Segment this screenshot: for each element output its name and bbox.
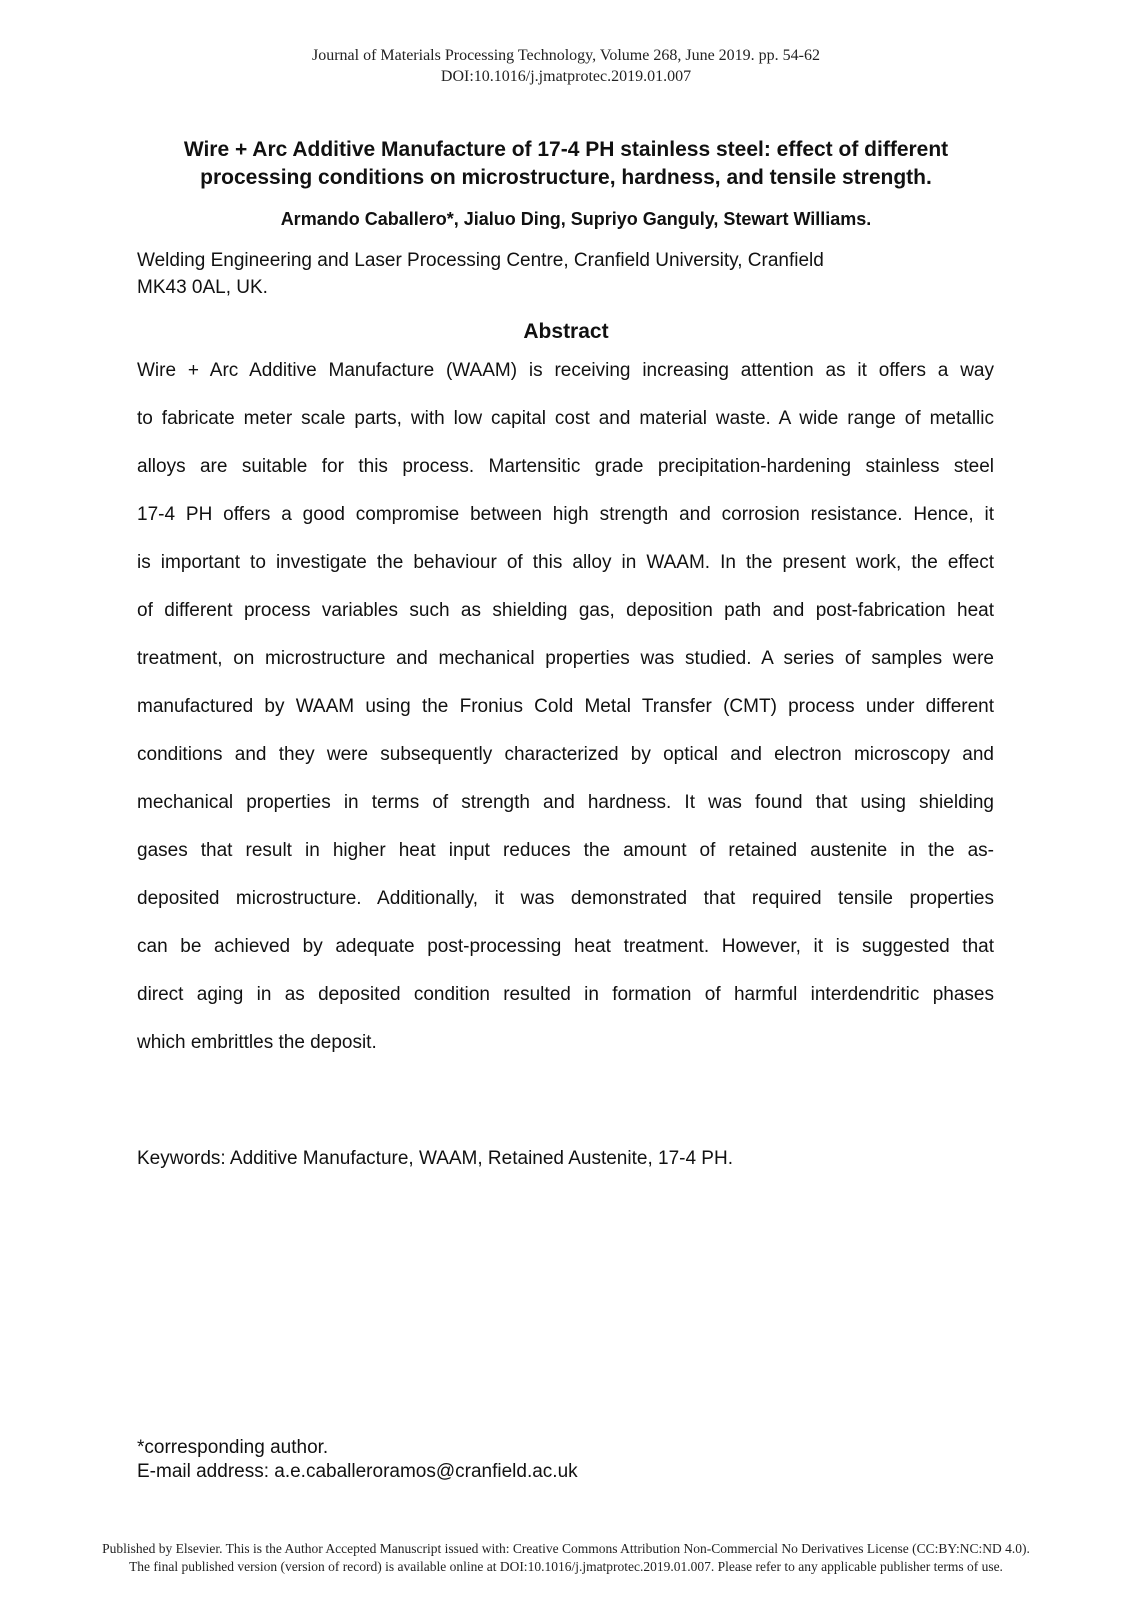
abstract-line: deposited microstructure. Additionally, it was demonstrated that required tensile properties	[137, 888, 994, 909]
abstract-line: treatment, on microstructure and mechanical properties was studied. A series of samples were	[137, 648, 994, 669]
abstract-line: to fabricate meter scale parts, with low capital cost and material waste. A wide range of metallic	[137, 408, 994, 429]
paper-title	[100, 136, 1032, 192]
journal-header	[0, 45, 1132, 87]
paper-title-line-1: Wire + Arc Additive Manufacture of 17-4 PH stainless steel: effect of different	[183, 138, 949, 161]
affiliation-line-1: Welding Engineering and Laser Processing Centre, Cranfield University, Cranfield	[137, 250, 824, 271]
affiliation	[137, 247, 957, 301]
abstract-line: mechanical properties in terms of strength and hardness. It was found that using shielding	[137, 792, 994, 813]
journal-citation: Journal of Materials Processing Technology, Volume 268, June 2019. pp. 54-62	[311, 47, 820, 64]
corresponding-author	[137, 1436, 937, 1484]
abstract-line: direct aging in as deposited condition resulted in formation of harmful interdendritic phases	[137, 984, 994, 1005]
paper-title-line-2: processing conditions on microstructure, hardness, and tensile strength.	[200, 166, 932, 189]
journal-doi: DOI:10.1016/j.jmatprotec.2019.01.007	[440, 68, 692, 85]
abstract-line: conditions and they were subsequently characterized by optical and electron microscopy and	[137, 744, 994, 765]
abstract-line: 17-4 PH offers a good compromise between high strength and corrosion resistance. Hence, it	[137, 504, 994, 525]
corresponding-email: E-mail address: a.e.caballeroramos@cranfield.ac.uk	[137, 1461, 578, 1482]
author-list: Armando Caballero*, Jialuo Ding, Supriyo Ganguly, Stewart Williams.	[280, 209, 872, 229]
corresponding-note: *corresponding author.	[137, 1437, 329, 1458]
abstract-heading: Abstract	[523, 320, 609, 343]
footer-line-2: The final published version (version of record) is available online at DOI:10.1016/j.jmatprotec.2019.01.007. Please refer to any applicable publisher terms of use.	[129, 1559, 1003, 1574]
affiliation-line-2: MK43 0AL, UK.	[137, 277, 268, 298]
abstract-line: is important to investigate the behaviour of this alloy in WAAM. In the present work, the effect	[137, 552, 994, 573]
abstract-body	[137, 357, 994, 1077]
abstract-line: can be achieved by adequate post-processing heat treatment. However, it is suggested that	[137, 936, 994, 957]
abstract-line: gases that result in higher heat input reduces the amount of retained austenite in the as-	[137, 840, 994, 861]
abstract-line: of different process variables such as shielding gas, deposition path and post-fabrication heat	[137, 600, 994, 621]
abstract-line: Wire + Arc Additive Manufacture (WAAM) is receiving increasing attention as it offers a way	[137, 360, 994, 381]
abstract-line: alloys are suitable for this process. Martensitic grade precipitation-hardening stainless steel	[137, 456, 994, 477]
abstract-line: manufactured by WAAM using the Fronius Cold Metal Transfer (CMT) process under different	[137, 696, 994, 717]
keywords: Keywords: Additive Manufacture, WAAM, Retained Austenite, 17-4 PH.	[137, 1148, 733, 1169]
footer-line-1: Published by Elsevier. This is the Author Accepted Manuscript issued with: Creative Commons Attribution Non-Commercial No Derivatives License (CC:BY:NC:ND 4.0).	[102, 1541, 1030, 1556]
abstract-line: which embrittles the deposit.	[137, 1032, 377, 1053]
license-footer	[0, 1540, 1132, 1576]
